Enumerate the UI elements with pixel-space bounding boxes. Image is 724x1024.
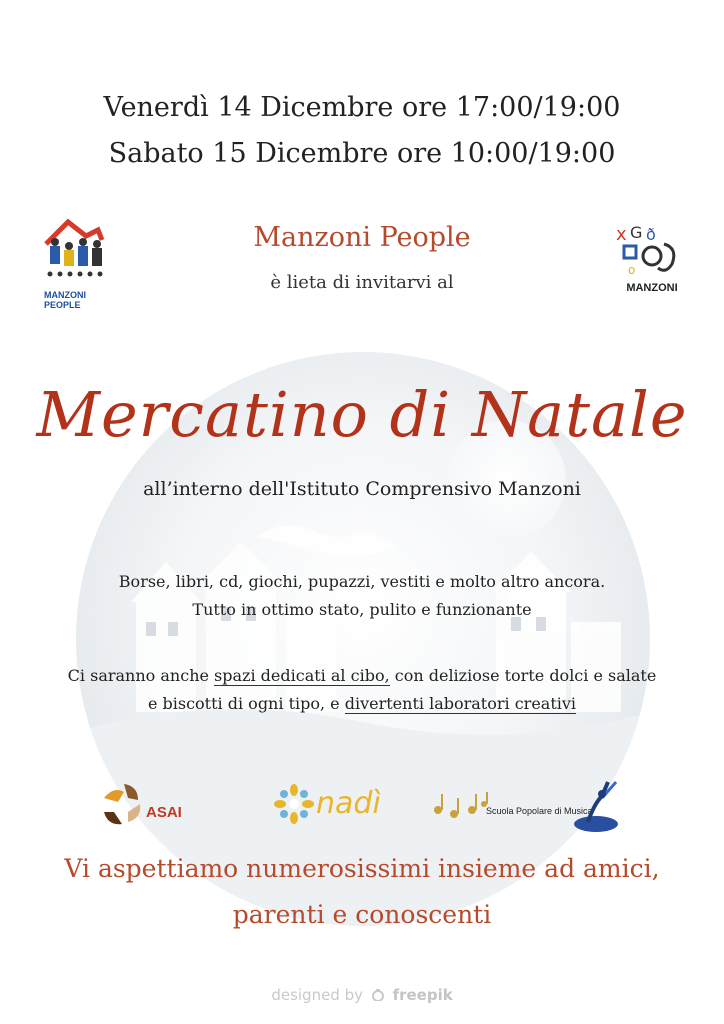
asai-logo-text: ASAI (146, 804, 182, 821)
description-line-3-end: con deliziose torte dolci e salate (389, 666, 657, 685)
workshops-highlight: divertenti laboratori creativi (344, 694, 577, 713)
svg-text:x: x (616, 224, 627, 245)
right-logo-text: MANZONI (626, 282, 678, 294)
credit-brand: freepik (392, 986, 453, 1004)
description-line-1: Borse, libri, cd, giochi, pupazzi, vestiti e molto altro ancora. (118, 572, 606, 591)
food-spaces-highlight: spazi dedicati al cibo, (214, 666, 390, 685)
asai-logo (100, 778, 200, 836)
date-line-1: Venerdì 14 Dicembre ore 17:00/19:00 (103, 92, 621, 123)
description-line-3 (0, 662, 724, 690)
hands-icon (100, 778, 148, 832)
invite-line: è lieta di invitarvi al (270, 272, 454, 293)
description-line-3-start: Ci saranno anche (67, 666, 215, 685)
event-subtitle: all’interno dell'Istituto Comprensivo Manzoni (143, 478, 581, 500)
music-notes-icon (432, 790, 490, 820)
description-line-4-start: e biscotti di ogni tipo, e (147, 694, 345, 713)
flute-player-icon (572, 778, 622, 834)
nadi-logo-text: nadì (316, 786, 381, 821)
svg-text:ð: ð (646, 225, 656, 244)
description-line-4 (0, 690, 724, 718)
sun-flower-icon (274, 784, 314, 824)
credit-prefix: designed by (271, 986, 363, 1004)
music-school-name: Scuola Popolare di Musica (486, 806, 593, 816)
closing-line-2: parenti e conoscenti (232, 900, 492, 929)
organizer-name: Manzoni People (253, 222, 471, 253)
svg-text:G: G (630, 223, 643, 242)
description-line-2: Tutto in ottimo stato, pulito e funzionante (192, 600, 532, 619)
music-notes-decoration (432, 790, 490, 820)
svg-text:o: o (628, 263, 636, 277)
closing-message (0, 846, 724, 938)
nadi-logo (274, 782, 394, 832)
freepik-credit (0, 986, 724, 1004)
left-logo-text: MANZONI PEOPLE (44, 290, 86, 310)
event-title: Mercatino di Natale (36, 378, 688, 451)
freepik-icon (371, 987, 385, 999)
closing-line-1: Vi aspettiamo numerosissimi insieme ad amici, (64, 854, 660, 883)
date-line-2: Sabato 15 Dicembre ore 10:00/19:00 (108, 138, 616, 169)
